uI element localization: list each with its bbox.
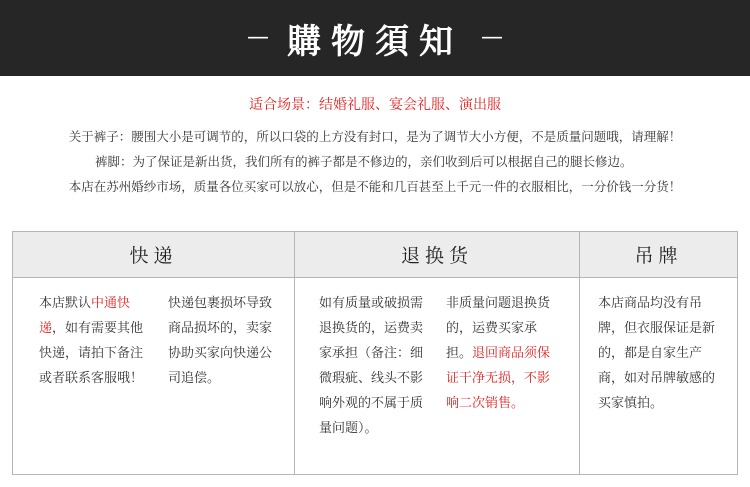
returns-condition-highlight: 退回商品须保证干净无损，不影响二次销售。 — [446, 346, 551, 411]
header-returns: 退换货 — [295, 232, 579, 278]
banner-dash-right: — — [481, 25, 503, 50]
shipping-text-b: ，如有需要其他快递，请拍下备注或者联系客服哦！ — [39, 321, 144, 386]
hem-note-line: 裤脚：为了保证是新出货，我们所有的裤子都是不修边的，亲们收到后可以根据自己的腿长修边。 — [95, 154, 633, 169]
store-note-line: 本店在苏州婚纱市场，质量各位买家可以放心，但是不能和几百甚至上千元一件的衣服相比，一分价钱一分货！ — [68, 179, 682, 194]
returns-nonquality-text — [446, 291, 558, 416]
header-tags: 吊牌 — [580, 232, 737, 278]
shipping-default-courier-text — [39, 291, 151, 391]
shipping-damage-text: 快递包裹损坏导致商品损坏的，卖家协助买家向快递公司追偿。 — [168, 296, 273, 386]
returns-quality-text: 如有质量或破损需退换货的，运费卖家承担（备注：细微瑕疵、线头不影响外观的不属于质量问题）。 — [319, 296, 424, 436]
column-divider — [294, 232, 295, 474]
column-divider — [579, 232, 580, 474]
shipping-text-a: 本店默认 — [39, 296, 92, 311]
tags-text: 本店商品均没有吊牌，但衣服保证是新的，都是自家生产商，如对吊牌敏感的买家慎拍。 — [598, 296, 716, 411]
header-shipping: 快递 — [13, 232, 294, 278]
pants-note-line: 关于裤子：腰围大小是可调节的，所以口袋的上方没有封口，是为了调节大小方便，不是质量问题哦，请理解！ — [68, 129, 682, 144]
returns-text-a: 非质量问题退换货的，运费买家承担。 — [446, 296, 551, 361]
policy-table — [12, 231, 738, 475]
banner-dash-left: — — [247, 25, 269, 50]
page-title: 購物須知 — [287, 21, 463, 62]
shipping-courier-highlight: 中通快递 — [39, 296, 131, 336]
header-banner — [0, 0, 750, 76]
occasion-line: 适合场景：结婚礼服、宴会礼服、演出服 — [249, 97, 501, 113]
